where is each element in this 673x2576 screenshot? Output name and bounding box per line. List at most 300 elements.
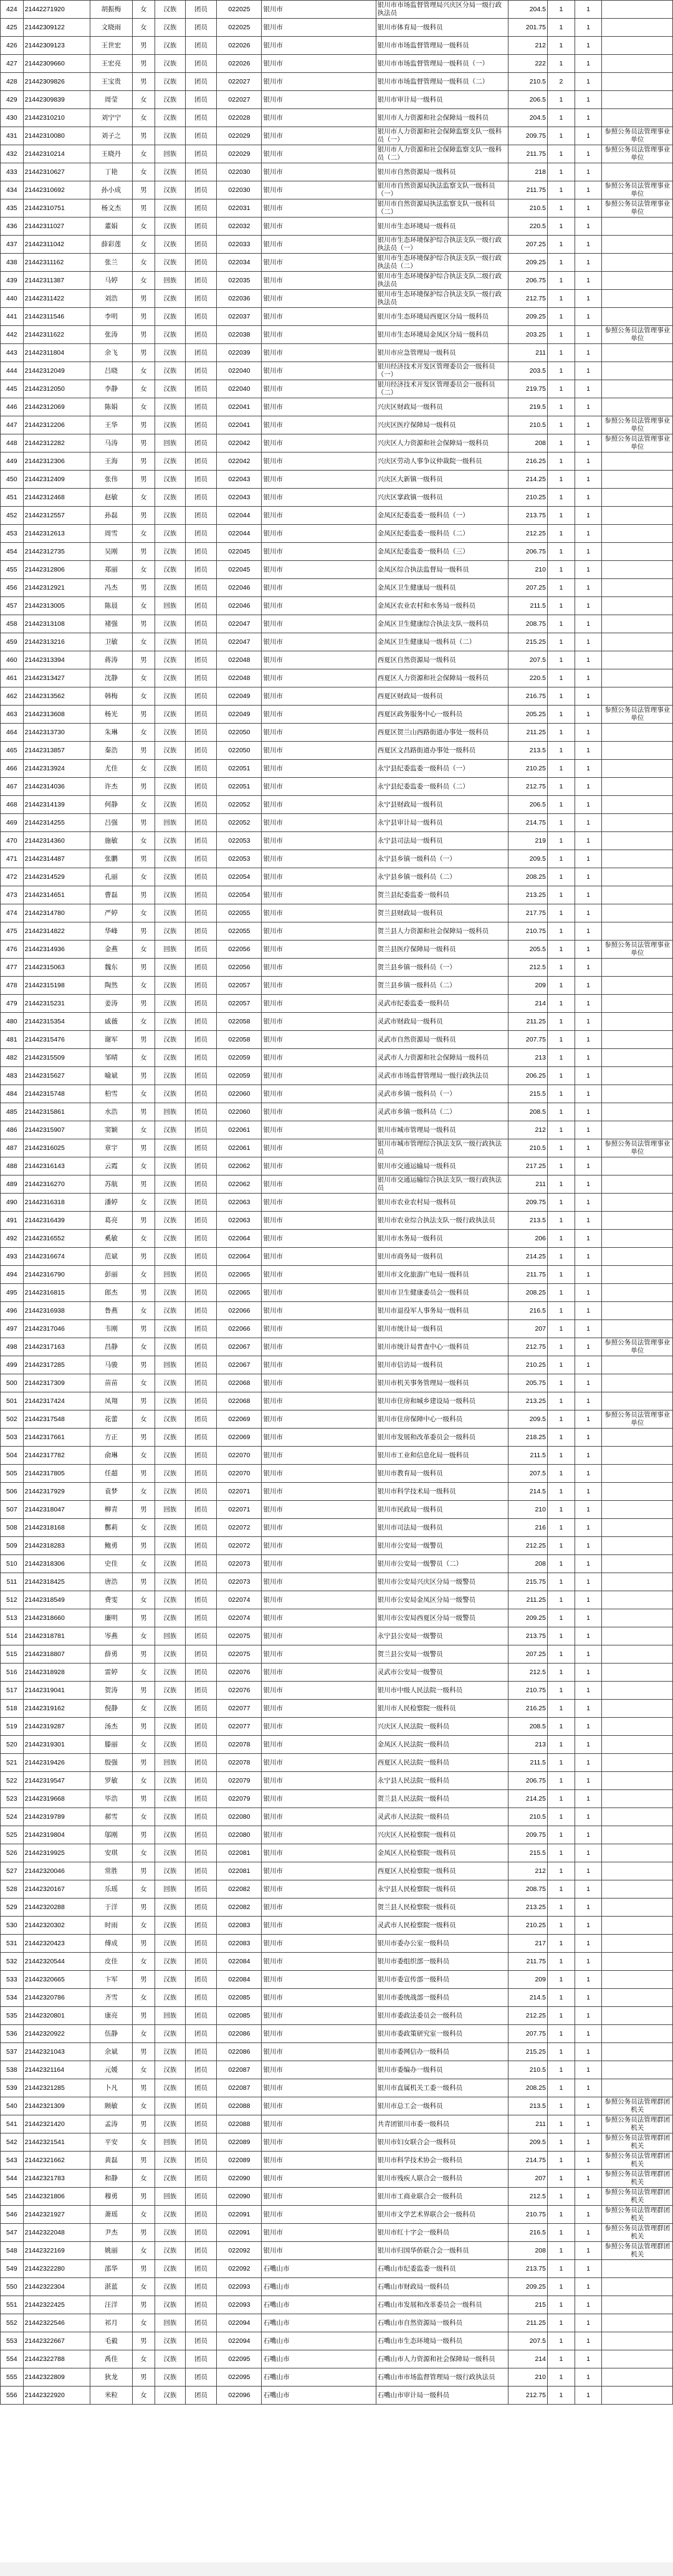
cell-city: 银川市	[262, 272, 376, 290]
cell-code: 022054	[217, 868, 262, 886]
cell-eth: 汉族	[155, 1826, 185, 1844]
cell-pol: 团员	[185, 525, 217, 543]
cell-sex: 男	[132, 1682, 155, 1700]
cell-note: 参照公务员法管理事业单位	[602, 199, 673, 218]
cell-sex: 男	[132, 1212, 155, 1230]
cell-plan: 1	[575, 1989, 602, 2007]
cell-pol: 团员	[185, 2332, 217, 2350]
cell-plan: 1	[575, 959, 602, 977]
cell-city: 银川市	[262, 1, 376, 19]
cell-eth: 汉族	[155, 2296, 185, 2314]
cell-eth: 汉族	[155, 1917, 185, 1935]
cell-note	[602, 977, 673, 995]
cell-no: 478	[1, 977, 24, 995]
cell-eth: 汉族	[155, 1483, 185, 1501]
cell-note: 参照公务员法管理群团机关	[602, 2152, 673, 2170]
cell-no: 457	[1, 597, 24, 615]
cell-code: 022036	[217, 290, 262, 308]
cell-sex: 女	[132, 91, 155, 109]
cell-plan: 1	[575, 868, 602, 886]
cell-note	[602, 1537, 673, 1555]
table-row	[1, 1302, 673, 1320]
cell-sex: 女	[132, 1880, 155, 1898]
cell-no: 516	[1, 1664, 24, 1682]
cell-note	[602, 1953, 673, 1971]
cell-eth: 回族	[155, 272, 185, 290]
cell-name: 萧瑶	[90, 2206, 132, 2224]
cell-rank: 1	[548, 1880, 575, 1898]
cell-sex: 男	[132, 886, 155, 904]
cell-code: 022086	[217, 2025, 262, 2043]
cell-city: 银川市	[262, 1139, 376, 1157]
cell-score: 211	[508, 2115, 548, 2133]
cell-rank: 1	[548, 1555, 575, 1573]
cell-eth: 汉族	[155, 868, 185, 886]
cell-sex: 女	[132, 868, 155, 886]
cell-city: 银川市	[262, 724, 376, 742]
cell-pos: 银川市生态环境保护综合执法支队一级行政执法员（一）	[376, 236, 508, 254]
cell-note: 参照公务员法管理事业单位	[602, 416, 673, 434]
cell-eth: 汉族	[155, 19, 185, 37]
cell-pos: 永宁县公安局一级警员	[376, 1627, 508, 1645]
cell-pol: 团员	[185, 886, 217, 904]
cell-eth: 汉族	[155, 1465, 185, 1483]
cell-plan: 1	[575, 1302, 602, 1320]
cell-pos: 兴庆区劳动人事争议仲裁院一级科员	[376, 452, 508, 471]
cell-rank: 1	[548, 1501, 575, 1519]
cell-eth: 回族	[155, 1266, 185, 1284]
cell-code: 022057	[217, 977, 262, 995]
cell-no: 437	[1, 236, 24, 254]
cell-city: 银川市	[262, 507, 376, 525]
cell-sex: 男	[132, 1248, 155, 1266]
cell-eth: 汉族	[155, 1898, 185, 1917]
cell-eth: 汉族	[155, 290, 185, 308]
cell-code: 022028	[217, 109, 262, 127]
table-row	[1, 1808, 673, 1826]
cell-ticket: 21442310627	[23, 163, 90, 181]
cell-ticket: 21442316938	[23, 1302, 90, 1320]
cell-pol: 团员	[185, 489, 217, 507]
cell-eth: 汉族	[155, 1121, 185, 1139]
cell-code: 022056	[217, 941, 262, 959]
cell-note	[602, 2332, 673, 2350]
cell-plan: 1	[575, 724, 602, 742]
cell-eth: 汉族	[155, 163, 185, 181]
cell-score: 206.25	[508, 1067, 548, 1085]
cell-ticket: 21442312206	[23, 416, 90, 434]
cell-plan: 1	[575, 1157, 602, 1175]
cell-pos: 银川市残疾人联合会一级科员	[376, 2170, 508, 2188]
cell-note: 参照公务员法管理事业单位	[602, 145, 673, 163]
cell-ticket: 21442311387	[23, 272, 90, 290]
cell-rank: 1	[548, 91, 575, 109]
cell-code: 022064	[217, 1230, 262, 1248]
cell-eth: 汉族	[155, 2278, 185, 2296]
cell-code: 022051	[217, 760, 262, 778]
cell-no: 510	[1, 1555, 24, 1573]
cell-pos: 灵武市乡镇一级科员（二）	[376, 1103, 508, 1121]
table-row	[1, 1555, 673, 1573]
cell-eth: 汉族	[155, 579, 185, 597]
cell-eth: 汉族	[155, 236, 185, 254]
cell-note	[602, 2314, 673, 2332]
cell-score: 222	[508, 55, 548, 73]
cell-score: 206.5	[508, 91, 548, 109]
cell-rank: 1	[548, 434, 575, 452]
cell-code: 022065	[217, 1284, 262, 1302]
cell-code: 022055	[217, 904, 262, 922]
cell-name: 郝雪	[90, 1808, 132, 1826]
cell-note: 参照公务员法管理群团机关	[602, 2170, 673, 2188]
cell-name: 秦浩	[90, 742, 132, 760]
cell-city: 银川市	[262, 1248, 376, 1266]
cell-note	[602, 1013, 673, 1031]
cell-code: 022088	[217, 2097, 262, 2115]
cell-name: 祁月	[90, 2314, 132, 2332]
cell-pol: 团员	[185, 1121, 217, 1139]
cell-plan: 1	[575, 2007, 602, 2025]
table-row	[1, 796, 673, 814]
cell-plan: 1	[575, 1374, 602, 1392]
cell-pol: 团员	[185, 452, 217, 471]
cell-eth: 汉族	[155, 561, 185, 579]
cell-code: 022083	[217, 1935, 262, 1953]
cell-pol: 团员	[185, 1609, 217, 1627]
cell-eth: 汉族	[155, 1429, 185, 1447]
cell-score: 207.5	[508, 651, 548, 669]
cell-pol: 团员	[185, 308, 217, 326]
cell-city: 银川市	[262, 1555, 376, 1573]
cell-city: 银川市	[262, 236, 376, 254]
cell-rank: 1	[548, 1917, 575, 1935]
cell-sex: 女	[132, 236, 155, 254]
cell-eth: 汉族	[155, 1248, 185, 1266]
cell-eth: 汉族	[155, 525, 185, 543]
cell-name: 张兰	[90, 254, 132, 272]
cell-name: 陶然	[90, 977, 132, 995]
cell-pos: 永宁县纪委监委一级科员（二）	[376, 778, 508, 796]
cell-plan: 1	[575, 904, 602, 922]
cell-code: 022048	[217, 669, 262, 687]
cell-rank: 1	[548, 236, 575, 254]
cell-sex: 男	[132, 1935, 155, 1953]
cell-sex: 男	[132, 2332, 155, 2350]
cell-city: 银川市	[262, 1230, 376, 1248]
cell-no: 504	[1, 1447, 24, 1465]
cell-no: 524	[1, 1808, 24, 1826]
cell-pos: 银川市妇女联合会一级科员	[376, 2133, 508, 2152]
cell-no: 446	[1, 398, 24, 416]
cell-no: 554	[1, 2350, 24, 2368]
cell-eth: 汉族	[155, 1808, 185, 1826]
cell-score: 212.75	[508, 778, 548, 796]
cell-plan: 1	[575, 706, 602, 724]
cell-sex: 女	[132, 1338, 155, 1356]
cell-score: 208.5	[508, 1718, 548, 1736]
cell-rank: 1	[548, 1700, 575, 1718]
cell-eth: 回族	[155, 2133, 185, 2152]
cell-plan: 1	[575, 814, 602, 832]
cell-city: 银川市	[262, 2206, 376, 2224]
cell-note	[602, 1157, 673, 1175]
cell-code: 022063	[217, 1194, 262, 1212]
cell-pol: 团员	[185, 2097, 217, 2115]
cell-code: 022062	[217, 1175, 262, 1194]
cell-ticket: 21442322304	[23, 2278, 90, 2296]
cell-score: 210	[508, 2368, 548, 2387]
cell-ticket: 21442318807	[23, 1645, 90, 1664]
cell-ticket: 21442312613	[23, 525, 90, 543]
cell-sex: 女	[132, 941, 155, 959]
cell-plan: 1	[575, 1085, 602, 1103]
cell-no: 542	[1, 2133, 24, 2152]
cell-plan: 1	[575, 254, 602, 272]
cell-pol: 团员	[185, 1085, 217, 1103]
cell-code: 022040	[217, 362, 262, 380]
table-row	[1, 1410, 673, 1429]
cell-code: 022074	[217, 1609, 262, 1627]
table-row	[1, 1356, 673, 1374]
cell-eth: 汉族	[155, 1194, 185, 1212]
cell-sex: 女	[132, 1627, 155, 1645]
cell-plan: 1	[575, 1067, 602, 1085]
cell-code: 022076	[217, 1664, 262, 1682]
cell-plan: 1	[575, 416, 602, 434]
cell-ticket: 21442309660	[23, 55, 90, 73]
cell-pos: 兴庆区大新镇一级科员	[376, 471, 508, 489]
table-row	[1, 37, 673, 55]
cell-code: 022095	[217, 2350, 262, 2368]
cell-city: 银川市	[262, 995, 376, 1013]
cell-eth: 汉族	[155, 1049, 185, 1067]
cell-score: 212.75	[508, 2387, 548, 2405]
cell-rank: 1	[548, 814, 575, 832]
cell-rank: 1	[548, 1067, 575, 1085]
cell-sex: 女	[132, 1374, 155, 1392]
cell-name: 齐雪	[90, 1989, 132, 2007]
cell-ticket: 21442315861	[23, 1103, 90, 1121]
cell-ticket: 21442315907	[23, 1121, 90, 1139]
cell-eth: 汉族	[155, 1953, 185, 1971]
cell-pol: 团员	[185, 977, 217, 995]
cell-score: 214.75	[508, 814, 548, 832]
cell-no: 531	[1, 1935, 24, 1953]
cell-score: 206.75	[508, 543, 548, 561]
cell-score: 210.75	[508, 2206, 548, 2224]
cell-pol: 团员	[185, 290, 217, 308]
cell-plan: 1	[575, 760, 602, 778]
table-row	[1, 1103, 673, 1121]
cell-ticket: 21442311622	[23, 326, 90, 344]
cell-code: 022029	[217, 145, 262, 163]
cell-plan: 1	[575, 687, 602, 706]
cell-pos: 银川市人力资源和社会保障监察支队一级科员（一）	[376, 127, 508, 145]
cell-note: 参照公务员法管理事业单位	[602, 1410, 673, 1429]
cell-ticket: 21442319789	[23, 1808, 90, 1826]
cell-rank: 1	[548, 181, 575, 199]
cell-rank: 1	[548, 2025, 575, 2043]
cell-note	[602, 1067, 673, 1085]
cell-note	[602, 1718, 673, 1736]
cell-score: 219.75	[508, 380, 548, 398]
cell-ticket: 21442318168	[23, 1519, 90, 1537]
cell-ticket: 21442313562	[23, 687, 90, 706]
cell-score: 211.25	[508, 1013, 548, 1031]
cell-city: 银川市	[262, 742, 376, 760]
cell-pol: 团员	[185, 471, 217, 489]
cell-code: 022084	[217, 1971, 262, 1989]
cell-ticket: 21442315748	[23, 1085, 90, 1103]
cell-name: 袁梦	[90, 1483, 132, 1501]
cell-eth: 汉族	[155, 2350, 185, 2368]
cell-rank: 1	[548, 1, 575, 19]
cell-no: 431	[1, 127, 24, 145]
cell-rank: 1	[548, 1284, 575, 1302]
cell-no: 536	[1, 2025, 24, 2043]
table-row	[1, 1266, 673, 1284]
cell-no: 465	[1, 742, 24, 760]
cell-eth: 汉族	[155, 1284, 185, 1302]
cell-score: 210.5	[508, 2061, 548, 2079]
cell-code: 022057	[217, 995, 262, 1013]
cell-code: 022064	[217, 1248, 262, 1266]
cell-pol: 团员	[185, 1447, 217, 1465]
cell-code: 022060	[217, 1085, 262, 1103]
cell-sex: 女	[132, 2350, 155, 2368]
table-row	[1, 1013, 673, 1031]
cell-code: 022086	[217, 2043, 262, 2061]
cell-pol: 团员	[185, 2242, 217, 2260]
cell-code: 022061	[217, 1139, 262, 1157]
cell-no: 539	[1, 2079, 24, 2097]
cell-note	[602, 2387, 673, 2405]
cell-city: 石嘴山市	[262, 2387, 376, 2405]
table-row	[1, 489, 673, 507]
cell-plan: 1	[575, 1465, 602, 1483]
cell-note	[602, 2296, 673, 2314]
cell-ticket: 21442311162	[23, 254, 90, 272]
cell-city: 银川市	[262, 308, 376, 326]
cell-note: 参照公务员法管理群团机关	[602, 2188, 673, 2206]
cell-ticket: 21442315354	[23, 1013, 90, 1031]
cell-plan: 1	[575, 272, 602, 290]
cell-eth: 回族	[155, 1880, 185, 1898]
cell-score: 213.5	[508, 1212, 548, 1230]
cell-plan: 1	[575, 922, 602, 941]
cell-ticket: 21442321285	[23, 2079, 90, 2097]
table-row	[1, 977, 673, 995]
cell-score: 213.75	[508, 2260, 548, 2278]
cell-note	[602, 2368, 673, 2387]
cell-note	[602, 1917, 673, 1935]
cell-eth: 汉族	[155, 1537, 185, 1555]
table-row	[1, 2025, 673, 2043]
cell-rank: 1	[548, 19, 575, 37]
cell-rank: 1	[548, 2152, 575, 2170]
cell-sex: 女	[132, 272, 155, 290]
cell-rank: 1	[548, 1989, 575, 2007]
cell-no: 453	[1, 525, 24, 543]
cell-no: 495	[1, 1284, 24, 1302]
cell-name: 毛毅	[90, 2332, 132, 2350]
cell-pol: 团员	[185, 109, 217, 127]
cell-note	[602, 2025, 673, 2043]
cell-sex: 女	[132, 1447, 155, 1465]
cell-pol: 团员	[185, 1157, 217, 1175]
cell-pos: 金凤区卫生健康局一级科员（二）	[376, 633, 508, 651]
cell-rank: 1	[548, 579, 575, 597]
table-row	[1, 73, 673, 91]
cell-pol: 团员	[185, 254, 217, 272]
cell-no: 526	[1, 1844, 24, 1862]
cell-eth: 汉族	[155, 1519, 185, 1537]
cell-rank: 1	[548, 1049, 575, 1067]
cell-rank: 1	[548, 904, 575, 922]
cell-sex: 女	[132, 2278, 155, 2296]
cell-pos: 银川市农业综合执法支队一级行政执法员	[376, 1212, 508, 1230]
cell-rank: 1	[548, 832, 575, 850]
cell-note: 参照公务员法管理事业单位	[602, 434, 673, 452]
cell-eth: 汉族	[155, 1338, 185, 1356]
cell-rank: 1	[548, 1175, 575, 1194]
cell-city: 银川市	[262, 2242, 376, 2260]
cell-score: 212	[508, 37, 548, 55]
cell-city: 石嘴山市	[262, 2260, 376, 2278]
cell-score: 211.75	[508, 145, 548, 163]
cell-ticket: 21442317929	[23, 1483, 90, 1501]
cell-sex: 女	[132, 669, 155, 687]
cell-city: 银川市	[262, 832, 376, 850]
cell-score: 207.25	[508, 236, 548, 254]
table-row	[1, 2152, 673, 2170]
cell-note	[602, 579, 673, 597]
cell-city: 银川市	[262, 1266, 376, 1284]
cell-note	[602, 922, 673, 941]
cell-score: 218	[508, 163, 548, 181]
cell-pol: 团员	[185, 2170, 217, 2188]
cell-plan: 1	[575, 1754, 602, 1772]
table-row	[1, 579, 673, 597]
cell-plan: 1	[575, 2350, 602, 2368]
cell-ticket: 21442318283	[23, 1537, 90, 1555]
cell-name: 时雨	[90, 1917, 132, 1935]
cell-sex: 男	[132, 290, 155, 308]
cell-code: 022038	[217, 326, 262, 344]
cell-city: 银川市	[262, 597, 376, 615]
cell-plan: 1	[575, 1682, 602, 1700]
cell-rank: 1	[548, 290, 575, 308]
cell-pol: 团员	[185, 1627, 217, 1645]
cell-pol: 团员	[185, 1248, 217, 1266]
cell-ticket: 21442310080	[23, 127, 90, 145]
cell-sex: 男	[132, 2260, 155, 2278]
cell-sex: 男	[132, 2296, 155, 2314]
cell-ticket: 21442318928	[23, 1664, 90, 1682]
table-row	[1, 2007, 673, 2025]
cell-eth: 汉族	[155, 2097, 185, 2115]
cell-rank: 1	[548, 1266, 575, 1284]
cell-name: 张涛	[90, 326, 132, 344]
table-row	[1, 2133, 673, 2152]
cell-rank: 1	[548, 706, 575, 724]
cell-note	[602, 55, 673, 73]
table-row	[1, 2079, 673, 2097]
cell-sex: 女	[132, 1, 155, 19]
cell-eth: 回族	[155, 1627, 185, 1645]
cell-rank: 1	[548, 796, 575, 814]
cell-name: 常胜	[90, 1862, 132, 1880]
